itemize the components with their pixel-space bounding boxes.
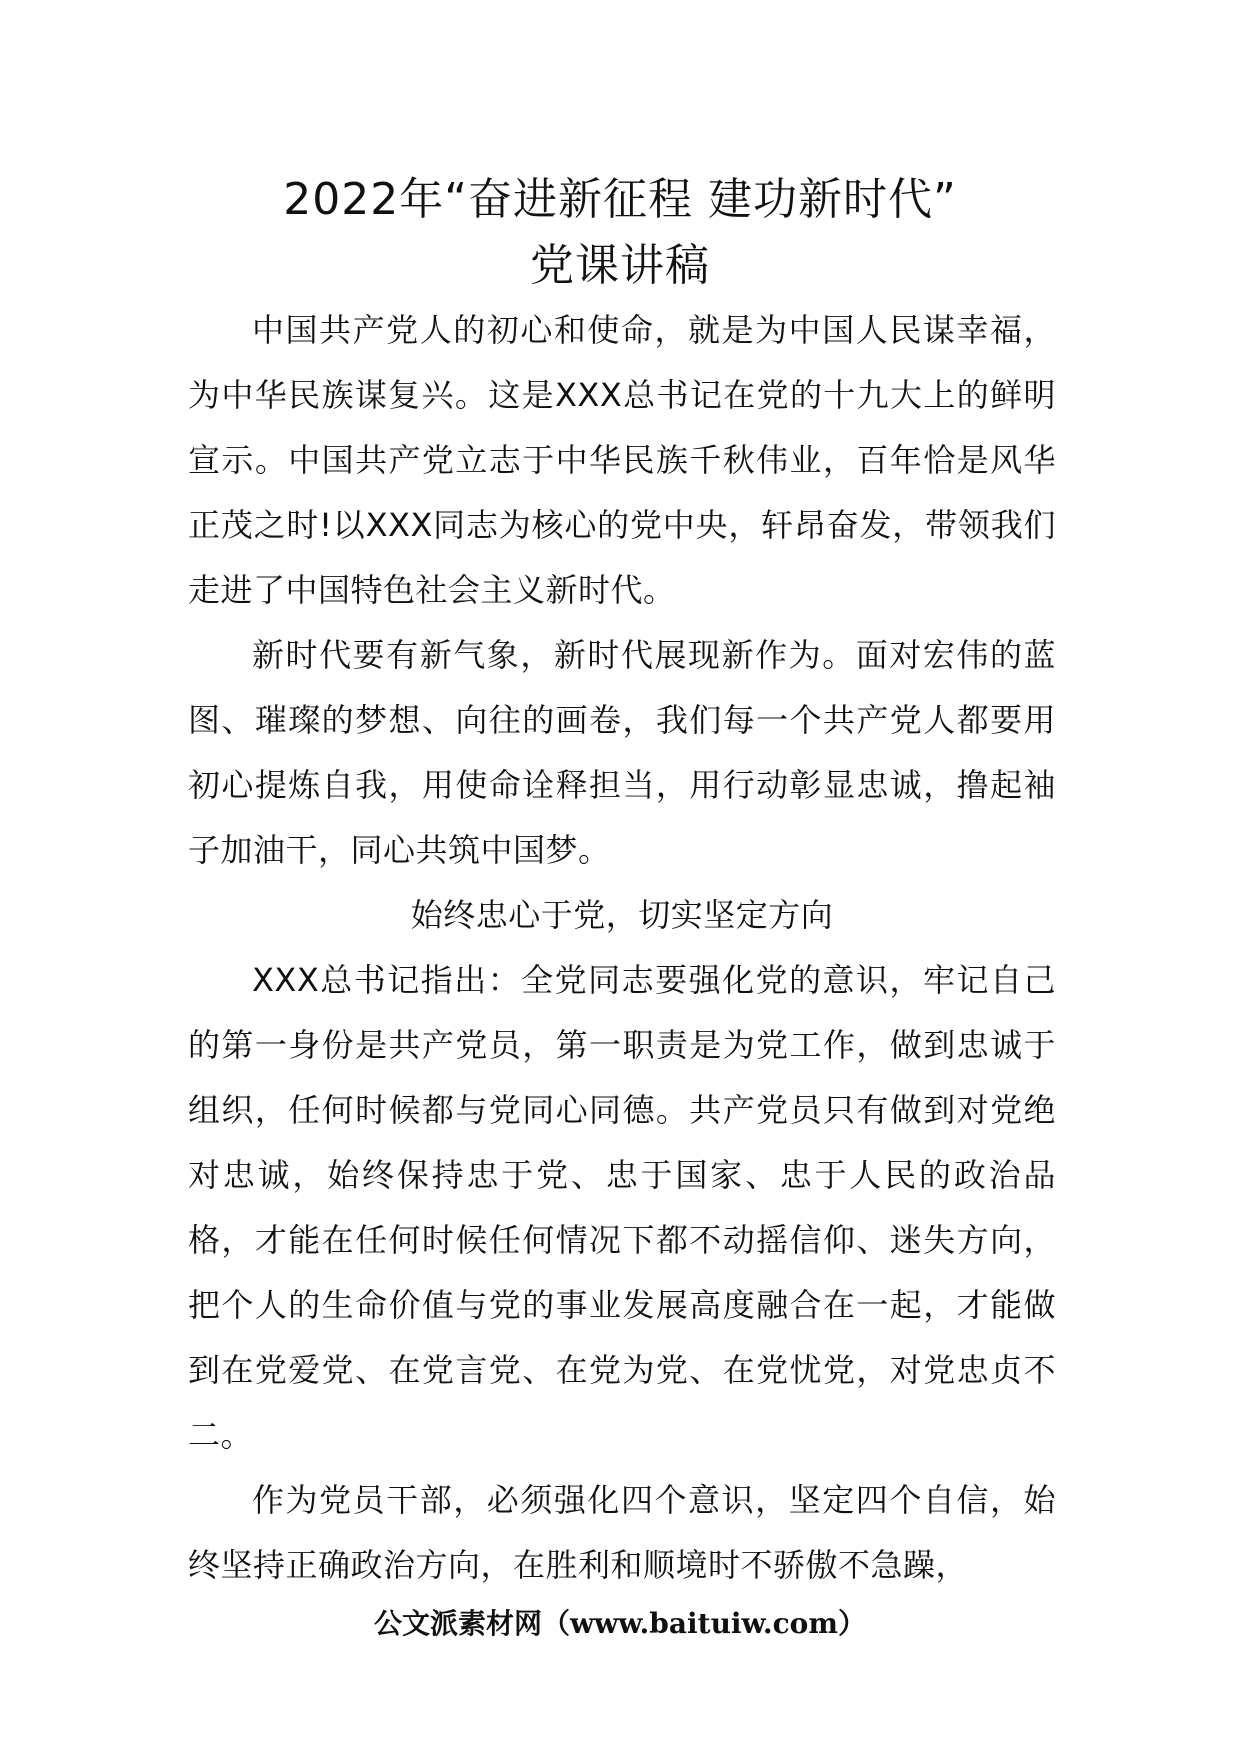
section-heading: 始终忠心于党，切实坚定方向 [410,896,834,934]
document-body [188,298,1056,1598]
paragraph: 作为党员干部，必须强化四个意识，坚定四个自信，始终坚持正确政治方向，在胜利和顺境时不骄傲不急躁， [188,1481,1056,1584]
document-title-line2: 党课讲稿 [530,240,710,291]
footer-watermark: 公文派素材网（www.baituiw.com） [374,1607,866,1640]
document-title: 2022年“奋进新征程 建功新时代” [283,174,957,225]
paragraph: XXX总书记指出：全党同志要强化党的意识，牢记自己的第一身份是共产党员，第一职责是为党工作，做到忠诚于组织，任何时候都与党同心同德。共产党员只有做到对党绝对忠诚，始终保持忠于党、忠于国家、忠于人民的政治品格，才能在任何时候任何情况下都不动摇信仰、迷失方向，把个人的生命价值与党的事业发展高度融合在一起，才能做到在党爱党、在党言党、在党为党、在党忧党，对党忠贞不二。 [188,961,1056,1454]
paragraph: 新时代要有新气象，新时代展现新作为。面对宏伟的蓝图、璀璨的梦想、向往的画卷，我们每一个共产党人都要用初心提炼自我，用使命诠释担当，用行动彰显忠诚，撸起袖子加油干，同心共筑中国梦。 [188,636,1056,869]
paragraph: 中国共产党人的初心和使命，就是为中国人民谋幸福，为中华民族谋复兴。这是XXX总书记在党的十九大上的鲜明宣示。中国共产党立志于中华民族千秋伟业，百年恰是风华正茂之时!以XXX同志为核心的党中央，轩昂奋发，带领我们走进了中国特色社会主义新时代。 [188,311,1056,609]
